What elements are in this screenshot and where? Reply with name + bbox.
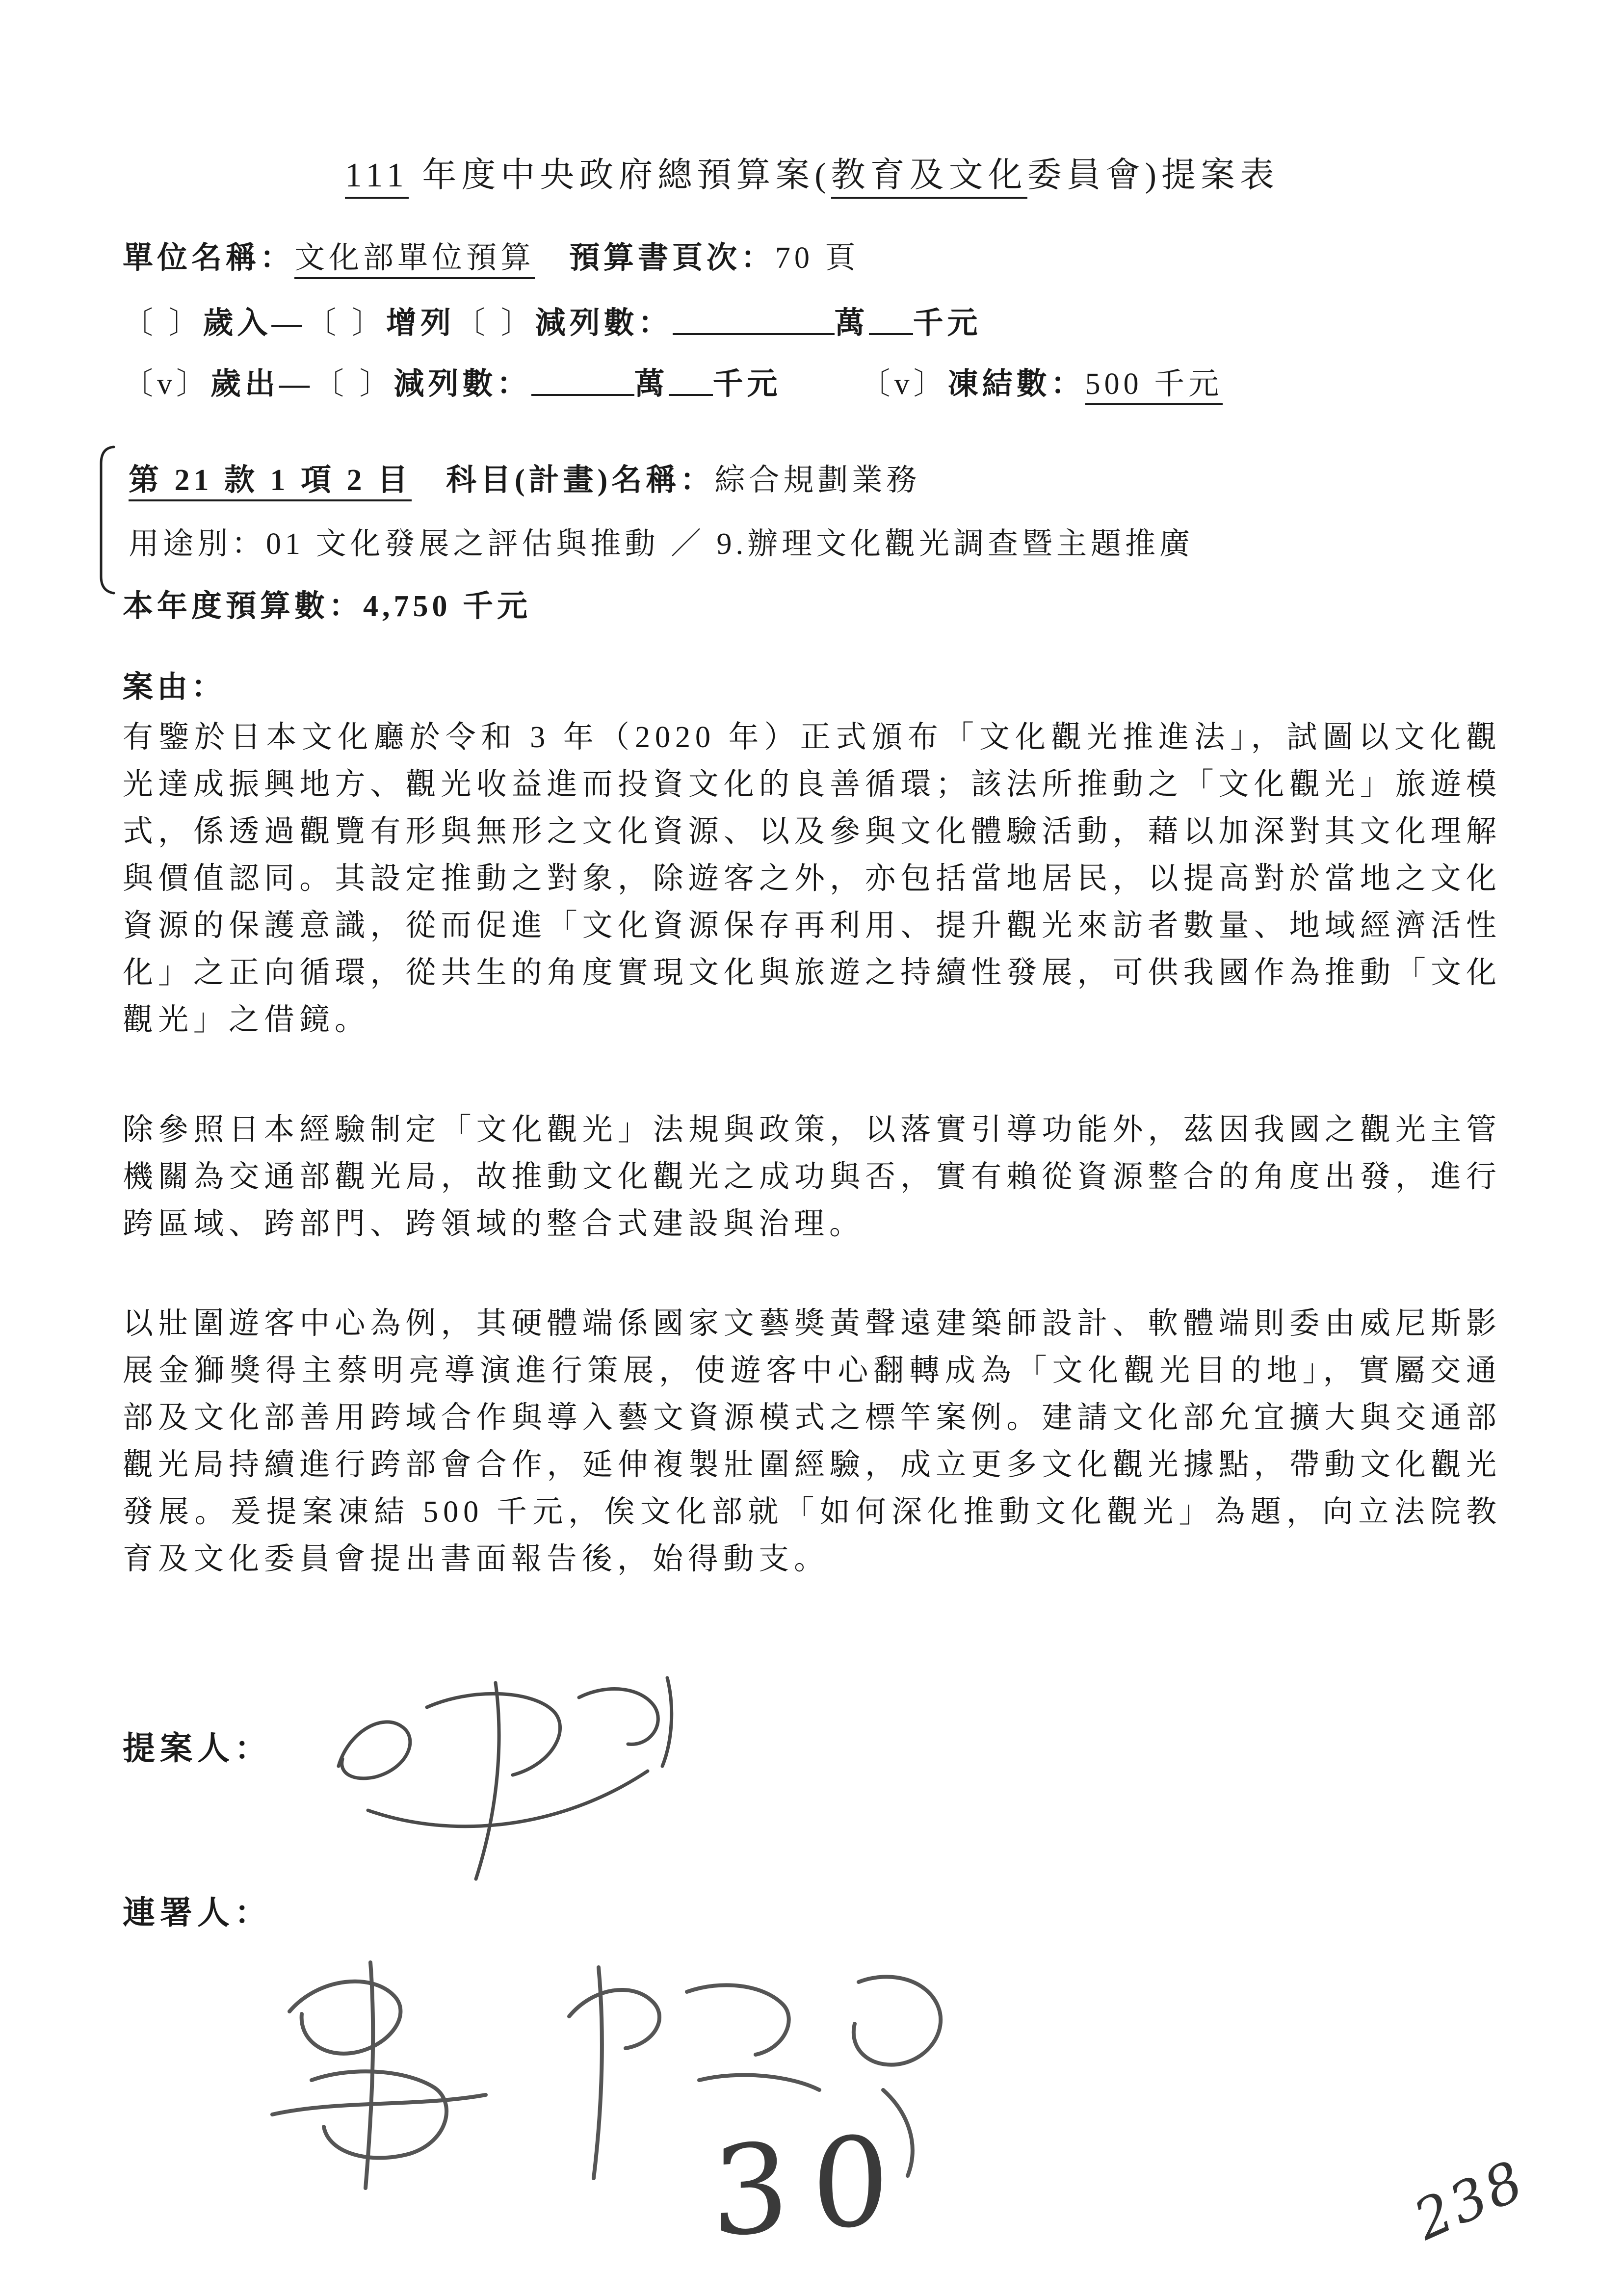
revenue-row bbox=[123, 298, 982, 342]
cut-checkbox: 〔 〕 bbox=[314, 367, 394, 401]
expenditure-label: 歲出 bbox=[210, 367, 280, 401]
blank-cut-wan bbox=[531, 388, 634, 396]
title-tail-text: 委員會)提案表 bbox=[1027, 157, 1279, 194]
subject-block-bracket bbox=[94, 444, 117, 596]
case-paragraph-2: 除參照日本經驗制定「文化觀光」法規與政策，以落實引導功能外，茲因我國之觀光主管機關為交通部觀光局，故推動文化觀光之成功與否，實有賴從資源整合的角度出發，進行跨區域、跨部門、跨領域的整合式建設與治理。 bbox=[123, 1113, 1501, 1241]
subject-name-label: 科目(計畫)名稱： bbox=[446, 464, 715, 497]
decrease-amount-label: 減列數： bbox=[535, 307, 673, 340]
revenue-label: 歲入 bbox=[203, 307, 272, 340]
budget-amount-line bbox=[123, 581, 531, 625]
title-mid-text: 年度中央政府總預算案( bbox=[408, 157, 831, 194]
proposer-label: 提案人： bbox=[123, 1731, 272, 1767]
unit-name-label: 單位名稱： bbox=[123, 241, 295, 275]
cosigner-signatures bbox=[255, 1933, 1040, 2208]
increase-label: 增列 bbox=[386, 307, 455, 340]
expenditure-checkbox-checked: 〔v〕 bbox=[123, 367, 211, 401]
blank-amount-wan bbox=[673, 327, 835, 335]
cut-unit-wan: 萬 bbox=[634, 367, 669, 401]
revenue-checkbox: 〔 〕 bbox=[123, 307, 203, 340]
increase-checkbox: 〔 〕 bbox=[306, 307, 387, 340]
case-paragraph-3: 以壯圍遊客中心為例，其硬體端係國家文藝獎黃聲遠建築師設計、軟體端則委由威尼斯影展金獅獎得主蔡明亮導演進行策展，使遊客中心翻轉成為「文化觀光目的地」，實屬交通部及文化部善用跨域合作與導入藝文資源模式之標竿案例。建請文化部允宜擴大與交通部觀光局持續進行跨部會合作，延伸複製壯圍經驗，成立更多文化觀光據點，帶動文化觀光發展。爰提案凍結 500 千元，俟文化部就「如何深化推動文化觀光」為題，向立法院教育及文化委員會提出書面報告後，始得動支。 bbox=[123, 1307, 1501, 1576]
case-paragraph-1: 有鑒於日本文化廳於令和 3 年（2020 年）正式頒布「文化觀光推進法」，試圖以文化觀光達成振興地方、觀光收益進而投資文化的良善循環；該法所推動之「文化觀光」旅遊模式，係透過觀覽有形與無形之文化資源、以及參與文化體驗活動，藉以加深對其文化理解與價值認同。其設定推動之對象，除遊客之外，亦包括當地居民，以提高對於當地之文化資源的保護意識，從而促進「文化資源保存再利用、提升觀光來訪者數量、地域經濟活性化」之正向循環，從共生的角度實現文化與旅遊之持續性發展，可供我國作為推動「文化觀光」之借鏡。 bbox=[123, 721, 1501, 1037]
title-fiscal-year: 111 bbox=[345, 157, 409, 199]
blank-cut-qian bbox=[669, 388, 713, 396]
budget-amount-label: 本年度預算數： bbox=[123, 590, 364, 623]
subject-item-line bbox=[129, 455, 920, 499]
handwritten-number-30: 30 bbox=[711, 2107, 912, 2265]
cosigner-label: 連署人： bbox=[123, 1895, 272, 1931]
freeze-checkbox-checked: 〔v〕 bbox=[860, 367, 948, 401]
unit-name-value: 文化部單位預算 bbox=[294, 241, 535, 279]
cut-unit-qianyuan: 千元 bbox=[712, 367, 782, 401]
blank-amount-qian bbox=[869, 327, 913, 335]
decrease-checkbox: 〔 〕 bbox=[455, 307, 535, 340]
usage-line bbox=[129, 519, 1194, 563]
unit-wan: 萬 bbox=[834, 307, 869, 340]
budget-page-value: 70 頁 bbox=[775, 241, 860, 275]
case-heading: 案由： bbox=[123, 671, 226, 704]
title-committee-name: 教育及文化 bbox=[831, 157, 1027, 199]
proposer-signature bbox=[265, 1648, 736, 1894]
usage-value: 01 文化發展之評估與推動 ／ 9.辦理文化觀光調查暨主題推廣 bbox=[266, 527, 1194, 561]
subject-name-value: 綜合規劃業務 bbox=[714, 464, 921, 497]
revenue-dash: — bbox=[271, 307, 306, 340]
item-number: 第 21 款 1 項 2 目 bbox=[129, 464, 412, 501]
unit-name-line bbox=[123, 233, 860, 277]
usage-label: 用途別： bbox=[129, 527, 266, 561]
freeze-amount-value: 500 千元 bbox=[1085, 367, 1223, 405]
expenditure-row bbox=[123, 359, 1223, 403]
page-title bbox=[0, 147, 1624, 197]
budget-page-label: 預算書頁次： bbox=[569, 241, 776, 275]
cut-amount-label: 減列數： bbox=[393, 367, 531, 401]
freeze-amount-label: 凍結數： bbox=[947, 367, 1085, 401]
budget-amount-value: 4,750 千元 bbox=[363, 590, 532, 623]
unit-qianyuan: 千元 bbox=[913, 307, 982, 340]
expenditure-dash: — bbox=[279, 367, 314, 401]
handwritten-corner-number: 238 bbox=[1405, 2148, 1535, 2253]
